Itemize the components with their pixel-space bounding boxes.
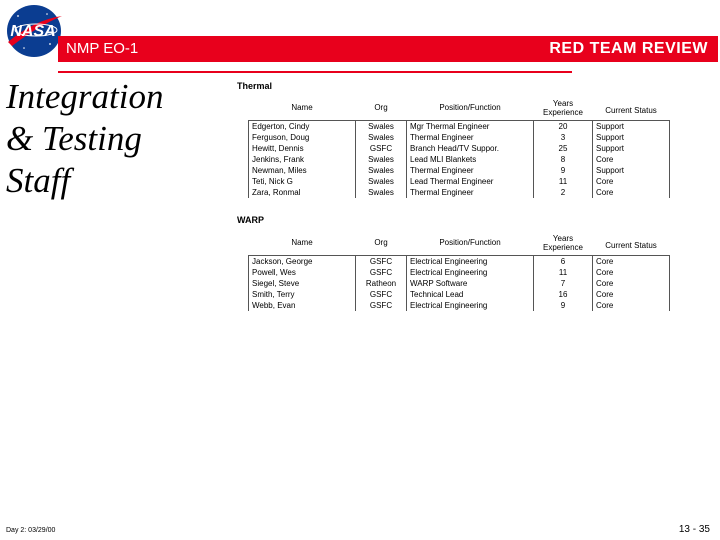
footer-date: Day 2: 03/29/00	[6, 527, 56, 534]
years-header: Years Experience	[542, 98, 584, 117]
thermal-table	[248, 96, 670, 198]
position-cell: Thermal Engineer	[407, 132, 534, 143]
status-cell: Core	[593, 289, 670, 300]
header-banner	[58, 36, 718, 62]
org-cell: Swales	[356, 165, 407, 176]
years-cell: 2	[560, 187, 566, 197]
table-row	[249, 154, 670, 165]
warp-table	[248, 231, 670, 311]
years-cell: 25	[558, 143, 568, 153]
position-cell: Technical Lead	[407, 289, 534, 300]
org-cell: GSFC	[356, 289, 407, 300]
table-row	[249, 255, 670, 267]
years-cell: 9	[560, 300, 566, 310]
warp-rows	[249, 255, 670, 311]
name-cell: Powell, Wes	[249, 267, 356, 278]
title-line-2: & Testing	[6, 119, 142, 158]
status-cell: Support	[593, 143, 670, 154]
org-cell: GSFC	[356, 300, 407, 311]
years-cell: 16	[558, 289, 568, 299]
org-cell: Swales	[356, 154, 407, 165]
name-cell: Edgerton, Cindy	[249, 120, 356, 132]
status-cell: Core	[593, 154, 670, 165]
org-header: Org	[374, 238, 388, 248]
table-row	[249, 132, 670, 143]
title-line-3: Staff	[6, 161, 71, 200]
nasa-logo	[2, 2, 66, 60]
position-cell: Electrical Engineering	[407, 267, 534, 278]
page-number: 13 - 35	[678, 524, 710, 535]
years-cell: 9	[560, 165, 566, 175]
position-cell: Lead MLI Blankets	[407, 154, 534, 165]
position-header: Position/Function	[439, 103, 501, 113]
position-cell: Electrical Engineering	[407, 255, 534, 267]
position-cell: Electrical Engineering	[407, 300, 534, 311]
name-cell: Hewitt, Dennis	[249, 143, 356, 154]
title-line-1: Integration	[6, 77, 164, 116]
years-cell: 20	[534, 120, 593, 132]
warp-header-row	[249, 231, 670, 255]
status-cell: Core	[593, 176, 670, 187]
name-cell: Jenkins, Frank	[249, 154, 356, 165]
table-row	[249, 289, 670, 300]
position-cell: WARP Software	[407, 278, 534, 289]
org-cell: GSFC	[356, 143, 407, 154]
table-row	[249, 267, 670, 278]
name-cell: Newman, Miles	[249, 165, 356, 176]
status-cell: Core	[593, 300, 670, 311]
name-cell: Jackson, George	[249, 255, 356, 267]
status-cell: Core	[593, 255, 670, 267]
name-cell: Siegel, Steve	[249, 278, 356, 289]
status-cell: Core	[593, 187, 670, 198]
table-row	[249, 176, 670, 187]
table-row	[249, 165, 670, 176]
review-label: RED TEAM REVIEW	[549, 40, 708, 57]
table-row	[249, 300, 670, 311]
position-cell: Lead Thermal Engineer	[407, 176, 534, 187]
warp-section-label: WARP	[237, 215, 264, 225]
position-cell: Mgr Thermal Engineer	[407, 120, 534, 132]
thermal-rows	[249, 120, 670, 198]
status-cell: Support	[593, 165, 670, 176]
org-cell: GSFC	[356, 267, 407, 278]
table-row	[249, 120, 670, 132]
name-header: Name	[291, 238, 313, 248]
thermal-section-label: Thermal	[237, 81, 273, 91]
svg-text:NASA: NASA	[10, 23, 56, 40]
years-cell: 11	[558, 267, 568, 277]
org-cell: Swales	[356, 132, 407, 143]
name-cell: Teti, Nick G	[249, 176, 356, 187]
org-cell: Swales	[356, 187, 407, 198]
status-cell: Support	[593, 132, 670, 143]
status-header: Current Status	[605, 106, 657, 116]
header-divider	[58, 71, 572, 73]
thermal-header-row	[249, 96, 670, 120]
years-cell: 7	[560, 278, 566, 288]
org-header: Org	[374, 103, 388, 113]
table-row	[249, 143, 670, 154]
org-cell: GSFC	[356, 255, 407, 267]
years-cell: 6	[534, 255, 593, 267]
years-cell: 11	[558, 176, 568, 186]
position-header: Position/Function	[439, 238, 501, 248]
years-cell: 8	[560, 154, 566, 164]
page-title	[6, 76, 196, 202]
name-cell: Smith, Terry	[249, 289, 356, 300]
name-cell: Webb, Evan	[249, 300, 356, 311]
org-cell: Swales	[356, 120, 407, 132]
years-cell: 3	[560, 132, 566, 142]
table-row	[249, 278, 670, 289]
status-cell: Core	[593, 267, 670, 278]
name-cell: Zara, Ronmal	[249, 187, 356, 198]
org-cell: Ratheon	[356, 278, 407, 289]
status-header: Current Status	[605, 241, 657, 251]
position-cell: Thermal Engineer	[407, 165, 534, 176]
project-label: NMP EO-1	[66, 40, 139, 57]
org-cell: Swales	[356, 176, 407, 187]
status-cell: Core	[593, 278, 670, 289]
years-header: Years Experience	[542, 233, 584, 252]
name-header: Name	[291, 103, 313, 113]
table-row	[249, 187, 670, 198]
status-cell: Support	[593, 120, 670, 132]
position-cell: Thermal Engineer	[407, 187, 534, 198]
position-cell: Branch Head/TV Suppor.	[407, 143, 534, 154]
name-cell: Ferguson, Doug	[249, 132, 356, 143]
